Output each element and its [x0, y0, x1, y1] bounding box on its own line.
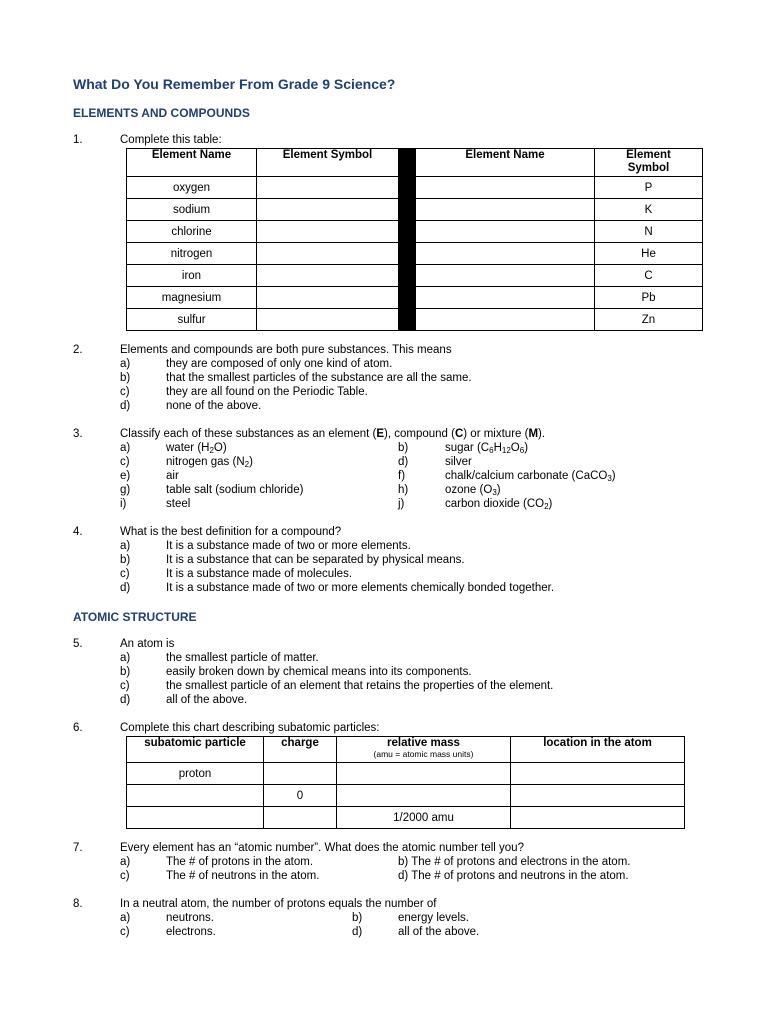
element-symbol-cell: C — [595, 265, 703, 287]
header-subatomic-particle: subatomic particle — [127, 737, 264, 763]
symbol-answer-cell[interactable] — [257, 287, 399, 309]
option-text: It is a substance that can be separated by physical means. — [166, 554, 465, 566]
question-3-prompt: Classify each of these substances as an element (E), compound (C) or mixture (M). — [120, 428, 546, 440]
answer-cell[interactable] — [511, 807, 685, 829]
option-letter: a) — [120, 442, 131, 454]
element-symbol-cell: He — [595, 243, 703, 265]
option-letter: b) — [352, 912, 363, 924]
option-text: all of the above. — [166, 694, 248, 706]
option-letter: b) — [398, 442, 409, 454]
element-symbol-cell: N — [595, 221, 703, 243]
option-text: they are all found on the Periodic Table. — [166, 386, 368, 398]
question-6-prompt: Complete this chart describing subatomic particles: — [120, 722, 380, 734]
option-letter: c) — [120, 926, 130, 938]
answer-cell[interactable] — [337, 785, 511, 807]
option-text: energy levels. — [398, 912, 469, 924]
question-number-7: 7. — [73, 842, 83, 854]
question-1-prompt: Complete this table: — [120, 134, 222, 146]
option-text: steel — [166, 498, 191, 510]
section-heading-elements: ELEMENTS AND COMPOUNDS — [73, 106, 250, 120]
option-text: It is a substance made of molecules. — [166, 568, 353, 580]
table-row — [127, 807, 685, 829]
divider-column — [399, 149, 416, 331]
option-text: It is a substance made of two or more elements. — [166, 540, 411, 552]
header-element-name-2: Element Name — [416, 149, 595, 177]
element-symbol-cell: Pb — [595, 287, 703, 309]
name-answer-cell[interactable] — [416, 265, 595, 287]
element-symbol-cell: K — [595, 199, 703, 221]
element-name-cell: sulfur — [127, 309, 257, 331]
option-text: all of the above. — [398, 926, 480, 938]
question-number-3: 3. — [73, 428, 83, 440]
option-letter: c) — [120, 680, 130, 692]
element-name-cell: nitrogen — [127, 243, 257, 265]
option-letter: e) — [120, 470, 131, 482]
option-letter: c) — [120, 870, 130, 882]
question-number-2: 2. — [73, 344, 83, 356]
mass-cell: 1/2000 amu — [337, 807, 511, 829]
table-header-row — [127, 149, 703, 177]
option-letter: f) — [398, 470, 406, 482]
option-text: silver — [445, 456, 472, 468]
header-location: location in the atom — [511, 737, 685, 763]
symbol-answer-cell[interactable] — [257, 199, 399, 221]
option-letter: a) — [120, 856, 131, 868]
element-symbol-table — [126, 148, 703, 331]
name-answer-cell[interactable] — [416, 177, 595, 199]
option-letter: d) — [398, 456, 409, 468]
element-name-cell: iron — [127, 265, 257, 287]
option-letter: j) — [398, 498, 405, 510]
charge-cell: 0 — [264, 785, 337, 807]
header-relative-mass: relative mass (amu = atomic mass units) — [337, 737, 511, 763]
subatomic-particles-table — [126, 736, 685, 829]
option-letter: b) — [120, 372, 131, 384]
symbol-answer-cell[interactable] — [257, 221, 399, 243]
option-letter: a) — [120, 540, 131, 552]
header-element-name: Element Name — [127, 149, 257, 177]
option-text: sugar $(C_6H_{12}O_6)$ — [445, 442, 529, 455]
name-answer-cell[interactable] — [416, 243, 595, 265]
option-letter: a) — [120, 912, 131, 924]
question-2-prompt: Elements and compounds are both pure substances. This means — [120, 344, 452, 356]
name-answer-cell[interactable] — [416, 309, 595, 331]
symbol-answer-cell[interactable] — [257, 243, 399, 265]
option-text: air — [166, 470, 179, 482]
option-text: table salt (sodium chloride) — [166, 484, 304, 496]
element-name-cell: oxygen — [127, 177, 257, 199]
option-text: The # of neutrons in the atom. — [166, 870, 320, 882]
option-text: chalk/calcium carbonate (CaCO$_3$) — [445, 470, 616, 483]
question-7-prompt: Every element has an “atomic number”. What does the atomic number tell you? — [120, 842, 524, 854]
option-letter: c) — [120, 456, 130, 468]
question-number-4: 4. — [73, 526, 83, 538]
option-letter: c) — [120, 386, 130, 398]
element-symbol-cell: P — [595, 177, 703, 199]
option-text: d) The # of protons and neutrons in the atom. — [398, 870, 629, 882]
option-text: The # of protons in the atom. — [166, 856, 314, 868]
option-letter: d) — [120, 582, 131, 594]
element-name-cell: chlorine — [127, 221, 257, 243]
particle-cell: proton — [127, 763, 264, 785]
header-element-symbol-2: Element Symbol — [595, 149, 703, 177]
symbol-answer-cell[interactable] — [257, 177, 399, 199]
question-number-8: 8. — [73, 898, 83, 910]
option-text: that the smallest particles of the substance are all the same. — [166, 372, 472, 384]
answer-cell[interactable] — [127, 785, 264, 807]
element-name-cell: magnesium — [127, 287, 257, 309]
option-letter: a) — [120, 358, 131, 370]
element-symbol-cell: Zn — [595, 309, 703, 331]
option-letter: h) — [398, 484, 409, 496]
option-text: carbon dioxide $(CO_2)$ — [445, 498, 553, 511]
option-text: easily broken down by chemical means into its components. — [166, 666, 472, 678]
answer-cell[interactable] — [337, 763, 511, 785]
option-letter: c) — [120, 568, 130, 580]
option-text: It is a substance made of two or more elements chemically bonded together. — [166, 582, 555, 594]
symbol-answer-cell[interactable] — [257, 309, 399, 331]
name-answer-cell[interactable] — [416, 199, 595, 221]
answer-cell[interactable] — [127, 807, 264, 829]
table-row — [127, 763, 685, 785]
option-text: b) The # of protons and electrons in the atom. — [398, 856, 631, 868]
header-charge: charge — [264, 737, 337, 763]
answer-cell[interactable] — [511, 763, 685, 785]
option-text: the smallest particle of matter. — [166, 652, 319, 664]
option-letter: g) — [120, 484, 131, 496]
answer-cell[interactable] — [511, 785, 685, 807]
question-number-5: 5. — [73, 638, 83, 650]
name-answer-cell[interactable] — [416, 221, 595, 243]
option-text: nitrogen gas $(N_2)$ — [166, 456, 253, 469]
question-number-6: 6. — [73, 722, 83, 734]
question-4-prompt: What is the best definition for a compound? — [120, 526, 342, 538]
option-letter: b) — [120, 666, 131, 678]
page-title: What Do You Remember From Grade 9 Science? — [73, 76, 396, 92]
option-letter: d) — [120, 400, 131, 412]
option-letter: d) — [120, 694, 131, 706]
section-heading-atomic: ATOMIC STRUCTURE — [73, 610, 197, 624]
answer-cell[interactable] — [264, 763, 337, 785]
option-letter: a) — [120, 652, 131, 664]
answer-cell[interactable] — [264, 807, 337, 829]
symbol-answer-cell[interactable] — [257, 265, 399, 287]
option-text: the smallest particle of an element that retains the properties of the element. — [166, 680, 554, 692]
option-text: electrons. — [166, 926, 216, 938]
table-header-row — [127, 737, 685, 763]
header-element-symbol: Element Symbol — [257, 149, 399, 177]
option-letter: d) — [352, 926, 363, 938]
option-text: none of the above. — [166, 400, 262, 412]
question-5-prompt: An atom is — [120, 638, 175, 650]
option-letter: i) — [120, 498, 127, 510]
option-text: neutrons. — [166, 912, 214, 924]
element-name-cell: sodium — [127, 199, 257, 221]
table-row — [127, 785, 685, 807]
option-text: they are composed of only one kind of atom. — [166, 358, 393, 370]
question-8-prompt: In a neutral atom, the number of protons equals the number of — [120, 898, 437, 910]
name-answer-cell[interactable] — [416, 287, 595, 309]
option-text: water $(H_2O)$ — [166, 442, 227, 455]
question-number-1: 1. — [73, 134, 83, 146]
option-text: ozone $(O_3)$ — [445, 484, 501, 497]
option-letter: b) — [120, 554, 131, 566]
